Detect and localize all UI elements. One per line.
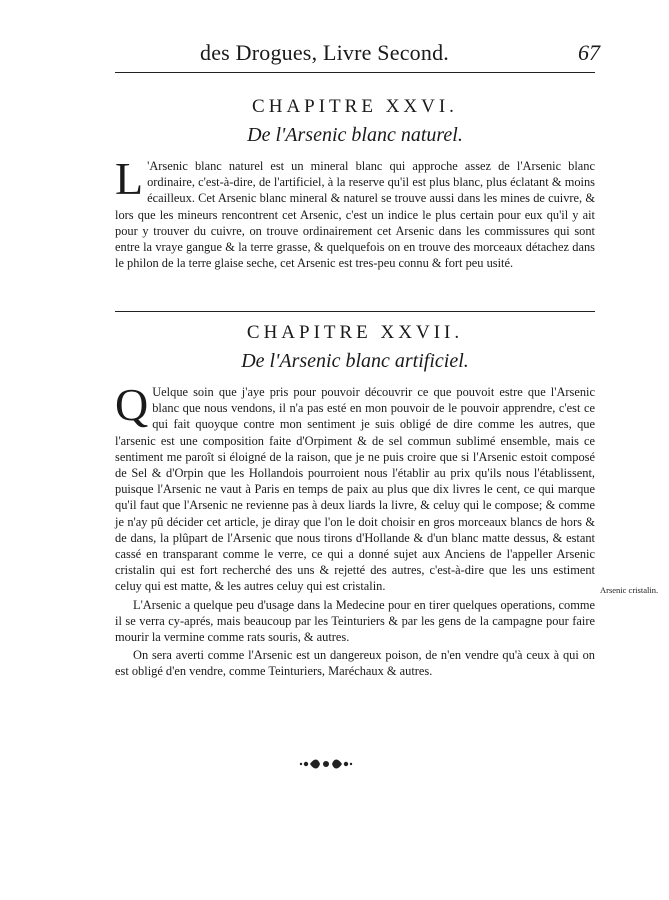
section-divider-rule xyxy=(115,311,595,312)
dropcap-l: L xyxy=(115,153,144,204)
chapter-26-subtitle: De l'Arsenic blanc naturel. xyxy=(247,124,463,146)
running-title: des Drogues, Livre Second. xyxy=(200,40,449,65)
chapter-26-text: 'Arsenic blanc naturel est un mineral blanc qui approche assez de l'Arsenic blanc ordinaire, c'est-à-dire, de l'artificiel, à la reserve qu'il est plus blanc, plus éclatant & moins écailleux. Cet Arsenic blanc mineral & naturel se trouve aussi dans les mines de cuivre, & lors que les mineurs rencontrent cet Arsenic, c'est un indice le plus certain pour eux qu'il y ait pour y trouver du cuivre, on trouve ordinairement cet Arsenic dans les commissures qui sont entre la vraye gangue & la terre grasse, & quelquefois on en trouve des morceaux détachez dans le philon de la terre glaise seche, cet Arsenic est tres-peu connu & fort peu usité. xyxy=(115,159,595,271)
chapter-27-heading: CHAPITRE XXVII. xyxy=(246,322,464,343)
dropcap-q: Q xyxy=(115,379,149,430)
margin-note: Arsenic cristalin. xyxy=(600,585,659,595)
chapter-27-body xyxy=(115,379,595,680)
chapter-27-paragraph-2: L'Arsenic a quelque peu d'usage dans la Medecine pour en tirer quelques operations, comme il se verra cy-aprés, mais beaucoup par les Teinturiers & par les gens de la campagne pour faire mourir la vermine comme rats souris, & autres. xyxy=(115,597,595,645)
chapter-27-subtitle: De l'Arsenic blanc artificiel. xyxy=(241,350,469,372)
chapter-26-heading: CHAPITRE XXVI. xyxy=(252,96,458,117)
chapter-27-paragraph-3: On sera averti comme l'Arsenic est un dangereux poison, de n'en vendre qu'à ceux à qui on est obligé d'en vendre, comme Teinturiers, Maréchaux & autres. xyxy=(115,648,595,679)
chapter-26-paragraph xyxy=(115,153,595,271)
chapter-27-paragraph-1 xyxy=(115,379,595,595)
chapter-26-body xyxy=(115,153,595,271)
page-number: 67 xyxy=(578,40,600,65)
chapter-27-text-1: Uelque soin que j'aye pris pour pouvoir découvrir ce que pouvoit estre que l'Arsenic blanc que nous vendons, il n'a pas esté en mon pouvoir de le pouvoir apprendre, c'est ce qui fait quoyque contre mon sentiment je suis obligé de dire comme les autres, que l'arsenic est une composition faite d'Orpiment & de sel commun sublimé ensemble, mais ce sentiment me paroît si éloigné de la raison, que je ne puis croire que si l'Arsenic estoit composé de Sel & d'Orpin que les Hollandois pourroient nous l'établir au prix qu'ils nous l'établissent, puisque l'Arsenic ne vaut à Paris en temps de paix au plus que dix livres le cent, ce qui marque qu'il faut que l'Arsenic ne revienne pas à deux liards la livre, & celuy qui le compose; & comme je n'ay pû décider cet article, je diray que l'on le doit choisir en gros morceaux blancs de hors & de dans, la plûpart de l'Arsenic que nous tirons d'Hollande & d'un blanc matte dessus, & estant cassé en transparant comme le verre, ce qui a donné sujet aux Anciens de l'appeller Arsenic cristalin qui est fort recherché des uns & rejetté des autres, c'est-à-dire que les uns estiment celuy qui est matte, & les autres celuy qui est cristalin. xyxy=(115,385,595,594)
fleuron-ornament-icon xyxy=(298,756,354,772)
header-rule xyxy=(115,72,595,73)
